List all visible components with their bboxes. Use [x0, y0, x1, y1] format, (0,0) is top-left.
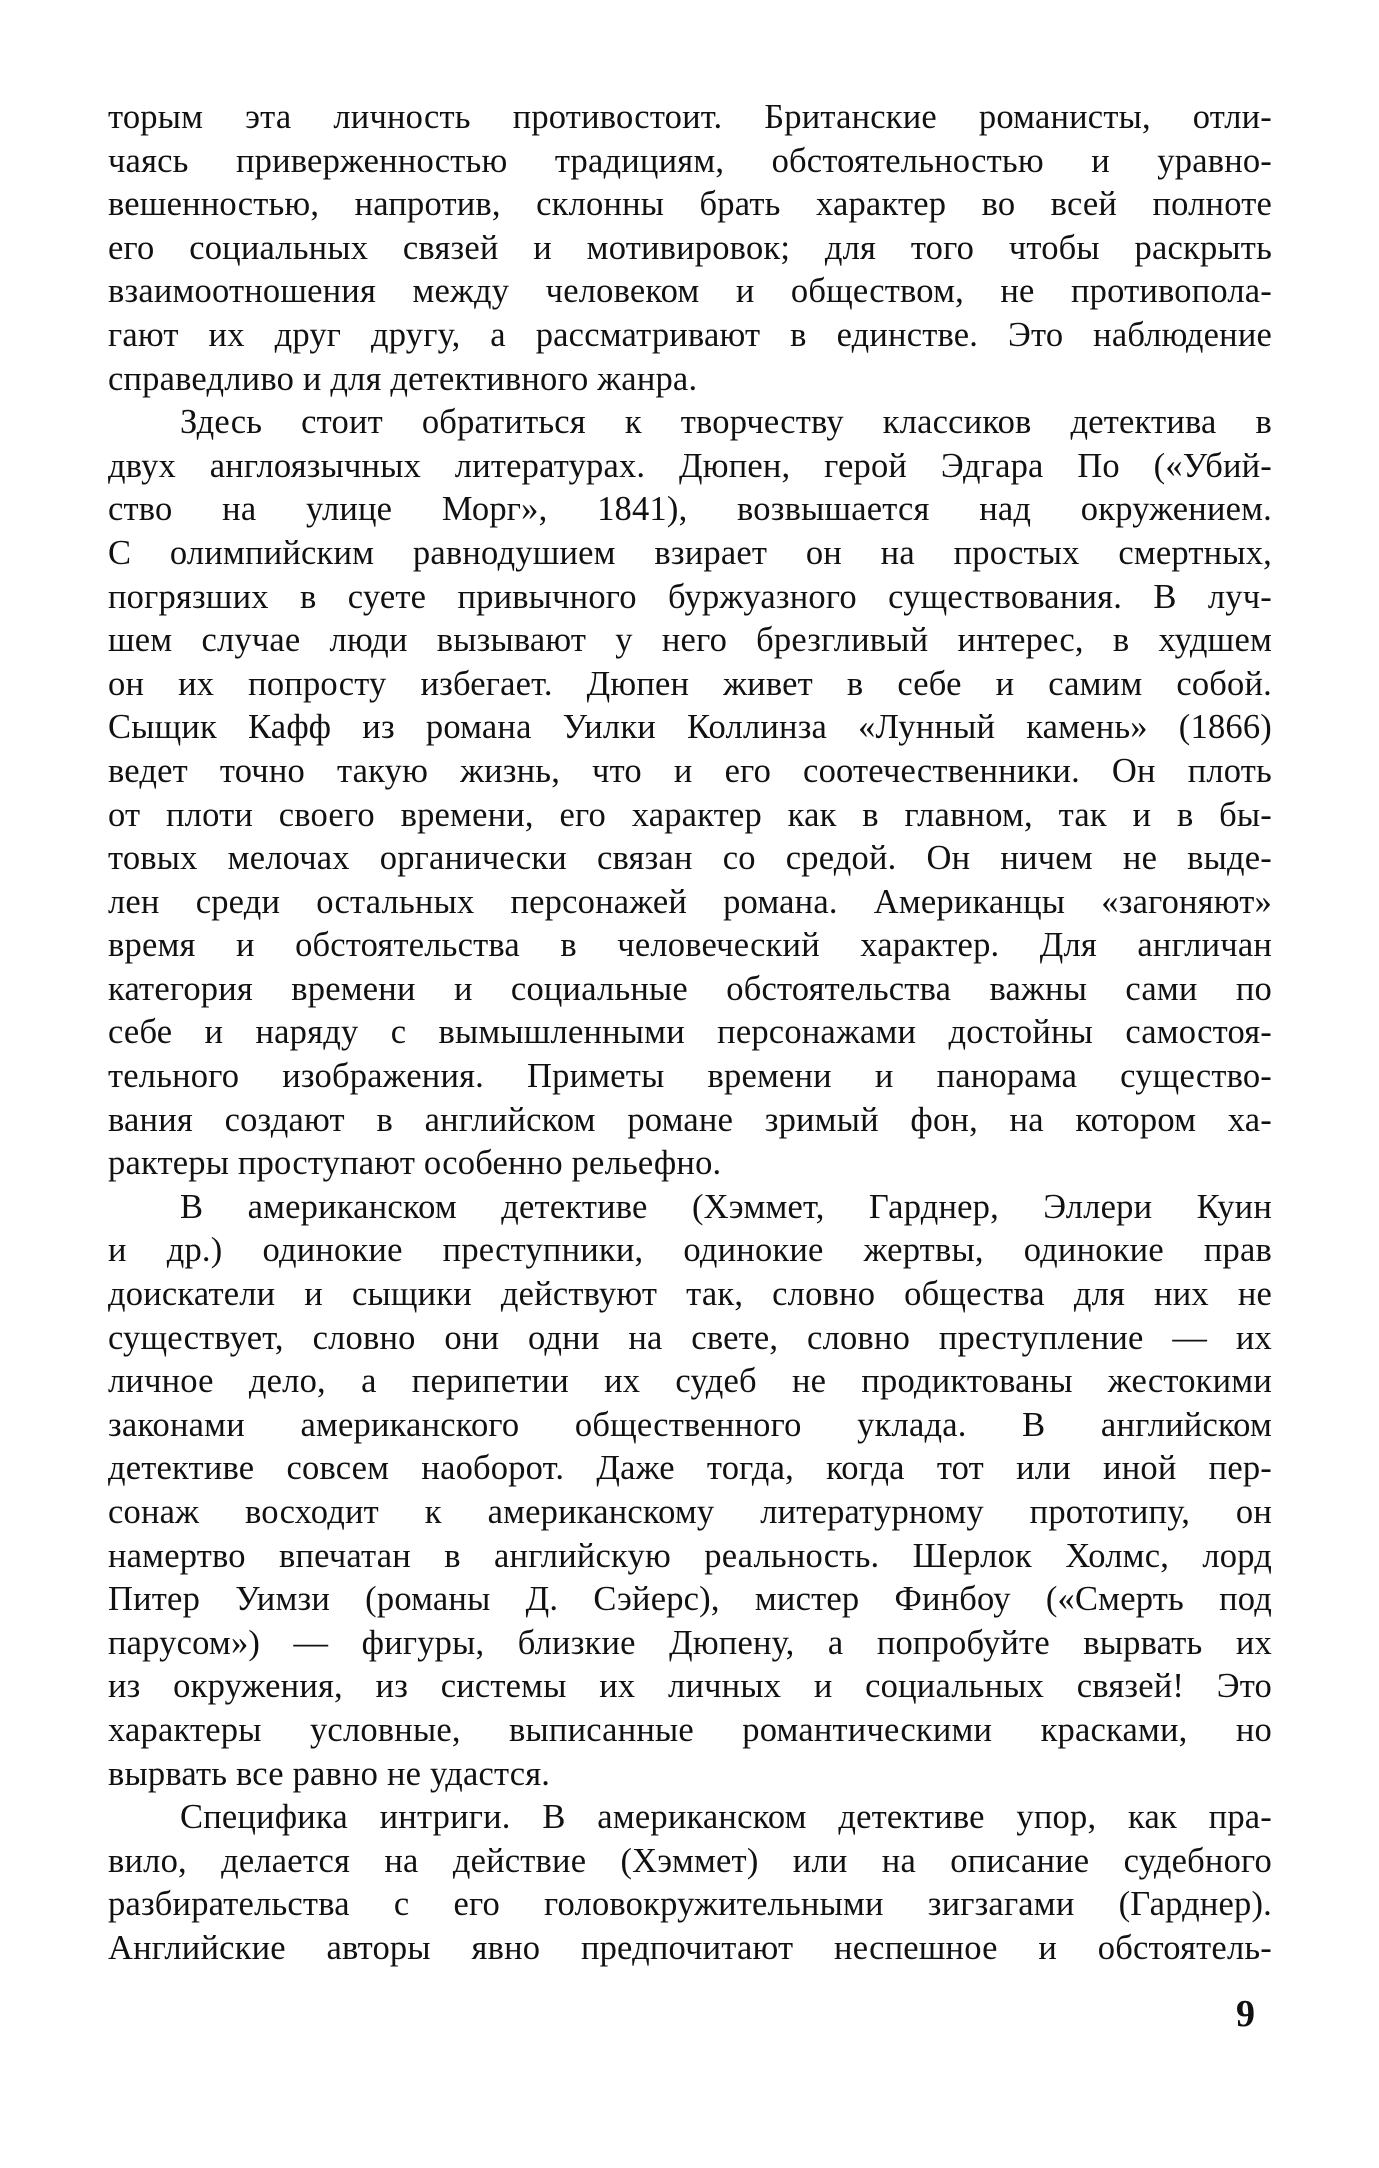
text-line: товых мелочах органически связан со средой. Он ничем не выде-	[108, 839, 1272, 878]
text-line: время и обстоятельства в человеческий характер. Для англичан	[108, 926, 1272, 965]
text-line: тельного изображения. Приметы времени и панорама существо-	[108, 1057, 1272, 1096]
text-line: личное дело, а перипетии их судеб не продиктованы жестокими	[108, 1362, 1272, 1401]
text-line: и др.) одинокие преступники, одинокие жертвы, одинокие прав	[108, 1231, 1272, 1270]
text-line: его социальных связей и мотивировок; для того чтобы раскрыть	[108, 228, 1272, 267]
text-line: категория времени и социальные обстоятельства важны сами по	[108, 969, 1272, 1008]
text-line: Здесь стоит обратиться к творчеству классиков детектива в	[180, 403, 1272, 442]
text-line: В американском детективе (Хэммет, Гарднер, Эллери Куин	[180, 1187, 1272, 1226]
text-line: погрязших в суете привычного буржуазного существования. В луч-	[108, 577, 1272, 616]
text-line: доискатели и сыщики действуют так, словно общества для них не	[108, 1275, 1272, 1314]
text-line: лен среди остальных персонажей романа. Американцы «загоняют»	[108, 882, 1272, 921]
text-line: чаясь приверженностью традициям, обстоятельностью и уравно-	[108, 141, 1272, 180]
text-line: намертво впечатан в английскую реальность. Шерлок Холмс, лорд	[108, 1536, 1272, 1575]
text-line: вания создают в английском романе зримый фон, на котором ха-	[108, 1100, 1272, 1139]
text-line: шем случае люди вызывают у него брезгливый интерес, в худшем	[108, 621, 1272, 660]
text-line: разбирательства с его головокружительными зигзагами (Гарднер).	[108, 1885, 1272, 1924]
paragraph	[108, 401, 1272, 1186]
text-line: детективе совсем наоборот. Даже тогда, когда тот или иной пер-	[108, 1449, 1272, 1488]
text-line: он их попросту избегает. Дюпен живет в себе и самим собой.	[108, 664, 1272, 703]
text-line: Английские авторы явно предпочитают неспешное и обстоятель-	[108, 1928, 1272, 1967]
text-line: вешенностью, напротив, склонны брать характер во всей полноте	[108, 185, 1272, 224]
text-line: двух англоязычных литературах. Дюпен, герой Эдгара По («Убий-	[108, 446, 1272, 485]
text-line: вырвать все равно не удастся.	[108, 1754, 551, 1793]
paragraph	[108, 1796, 1272, 1970]
text-line: характеры условные, выписанные романтическими красками, но	[108, 1710, 1272, 1749]
text-line: существует, словно они одни на свете, словно преступление — их	[108, 1318, 1272, 1357]
text-line: законами американского общественного уклада. В английском	[108, 1405, 1272, 1444]
text-line: Питер Уимзи (романы Д. Сэйерс), мистер Финбоу («Смерть под	[108, 1580, 1272, 1619]
text-line: от плоти своего времени, его характер как в главном, так и в бы-	[108, 795, 1272, 834]
text-line: ведет точно такую жизнь, что и его соотечественники. Он плоть	[108, 751, 1272, 790]
text-line: торым эта личность противостоит. Британские романисты, отли-	[108, 98, 1272, 136]
text-line: вило, делается на действие (Хэммет) или на описание судебного	[108, 1841, 1272, 1880]
text-line: сонаж восходит к американскому литературному прототипу, он	[108, 1493, 1272, 1531]
text-line: Сыщик Кафф из романа Уилки Коллинза «Лунный камень» (1866)	[108, 708, 1272, 747]
text-line: гают их друг другу, а рассматривают в единстве. Это наблюдение	[108, 315, 1272, 354]
paragraph	[108, 1186, 1272, 1796]
paragraph	[108, 96, 1272, 401]
text-line: себе и наряду с вымышленными персонажами достойны самостоя-	[108, 1013, 1272, 1052]
text-line: С олимпийским равнодушием взирает он на простых смертных,	[108, 533, 1272, 572]
text-line: справедливо и для детективного жанра.	[108, 359, 698, 398]
text-line: рактеры проступают особенно рельефно.	[108, 1144, 722, 1183]
text-line: парусом») — фигуры, близкие Дюпену, а попробуйте вырвать их	[108, 1623, 1272, 1662]
text-line: взаимоотношения между человеком и обществом, не противопола-	[108, 272, 1272, 311]
text-line: из окружения, из системы их личных и социальных связей! Это	[108, 1667, 1272, 1706]
text-line: Специфика интриги. В американском детективе упор, как пра-	[180, 1798, 1272, 1837]
page-number: 9	[1236, 1993, 1255, 2035]
text-line: ство на улице Морг», 1841), возвышается над окружением.	[108, 490, 1272, 529]
body-text	[108, 96, 1272, 1971]
